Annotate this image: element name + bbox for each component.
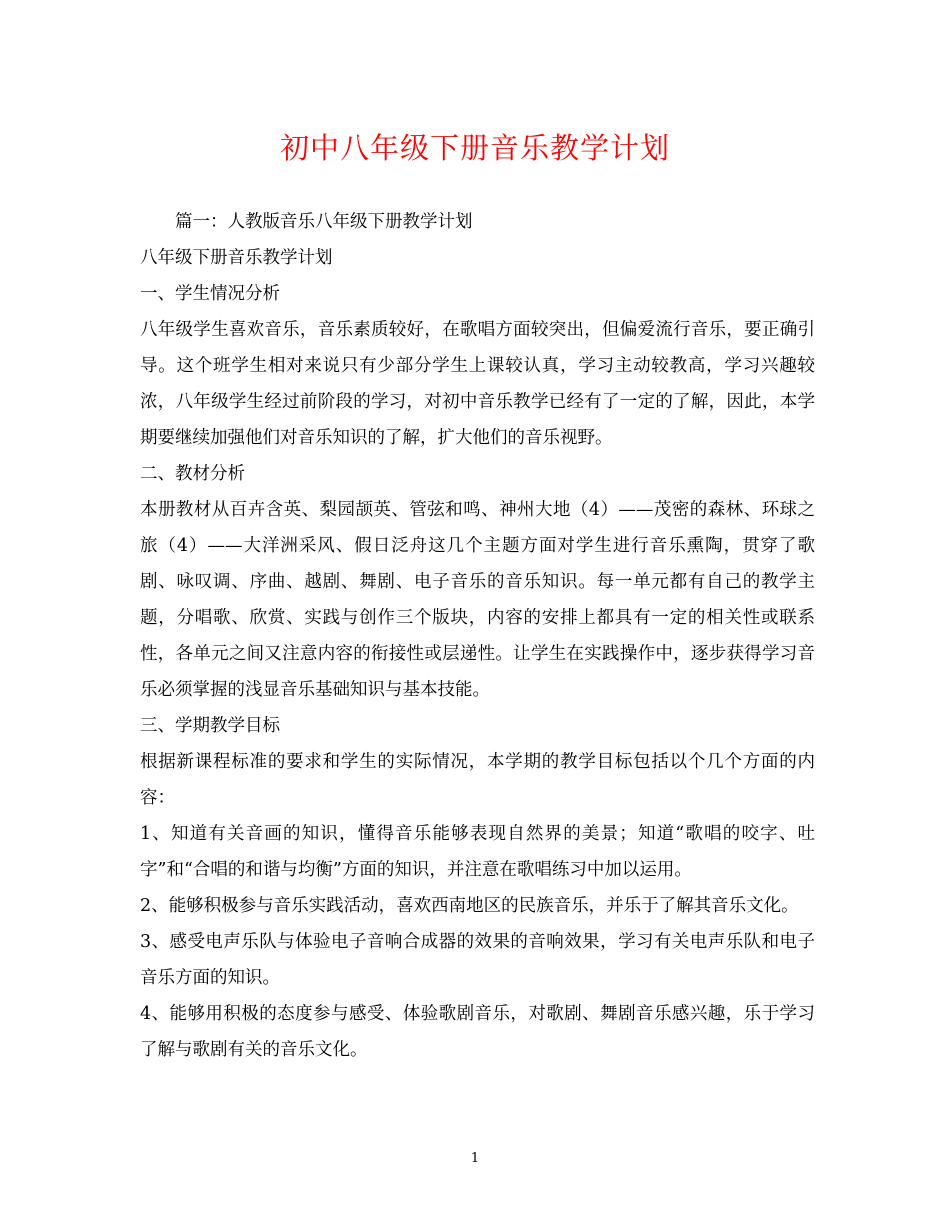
goal-item-4: 4、能够用积极的态度参与感受、体验歌剧音乐，对歌剧、舞剧音乐感兴趣，乐于学习了解与歌剧有关的音乐文化。 bbox=[140, 1004, 815, 1060]
document-body bbox=[140, 204, 815, 1068]
paragraph-semester-goals-intro: 根据新课程标准的要求和学生的实际情况，本学期的教学目标包括以个几个方面的内容： bbox=[140, 752, 815, 808]
goal-item-2: 2、能够积极参与音乐实践活动，喜欢西南地区的民族音乐，并乐于了解其音乐文化。 bbox=[140, 896, 799, 916]
section-heading-student-analysis: 一、学生情况分析 bbox=[140, 284, 280, 304]
paragraph-student-analysis: 八年级学生喜欢音乐，音乐素质较好，在歌唱方面较突出，但偏爱流行音乐，要正确引导。这个班学生相对来说只有少部分学生上课较认真，学习主动较教高，学习兴趣较浓，八年级学生经过前阶段的学习，对初中音乐教学已经有了一定的了解，因此，本学期要继续加强他们对音乐知识的了解，扩大他们的音乐视野。 bbox=[140, 320, 815, 448]
document-title: 初中八年级下册音乐教学计划 bbox=[279, 131, 670, 165]
goal-item-1: 1、知道有关音画的知识，懂得音乐能够表现自然界的美景；知道“歌唱的咬字、吐字”和“合唱的和谐与均衡”方面的知识，并注意在歌唱练习中加以运用。 bbox=[140, 824, 815, 880]
section-heading-textbook-analysis: 二、教材分析 bbox=[140, 464, 245, 484]
section-heading-semester-goals: 三、学期教学目标 bbox=[140, 716, 280, 736]
section-heading-part-one: 篇一：人教版音乐八年级下册教学计划 bbox=[175, 212, 473, 232]
paragraph-textbook-analysis: 本册教材从百卉含英、梨园颉英、管弦和鸣、神州大地（4）——茂密的森林、环球之旅（4）——大洋洲采风、假日泛舟这几个主题方面对学生进行音乐熏陶，贯穿了歌剧、咏叹调、序曲、越剧、舞剧、电子音乐的音乐知识。每一单元都有自己的教学主题，分唱歌、欣赏、实践与创作三个版块，内容的安排上都具有一定的相关性或联系性，各单元之间又注意内容的衔接性或层递性。让学生在实践操作中，逐步获得学习音乐必须掌握的浅显音乐基础知识与基本技能。 bbox=[140, 500, 815, 700]
goal-item-3: 3、感受电声乐队与体验电子音响合成器的效果的音响效果，学习有关电声乐队和电子音乐方面的知识。 bbox=[140, 932, 815, 988]
plan-subtitle: 八年级下册音乐教学计划 bbox=[140, 248, 333, 268]
page-number: 1 bbox=[470, 1151, 480, 1166]
